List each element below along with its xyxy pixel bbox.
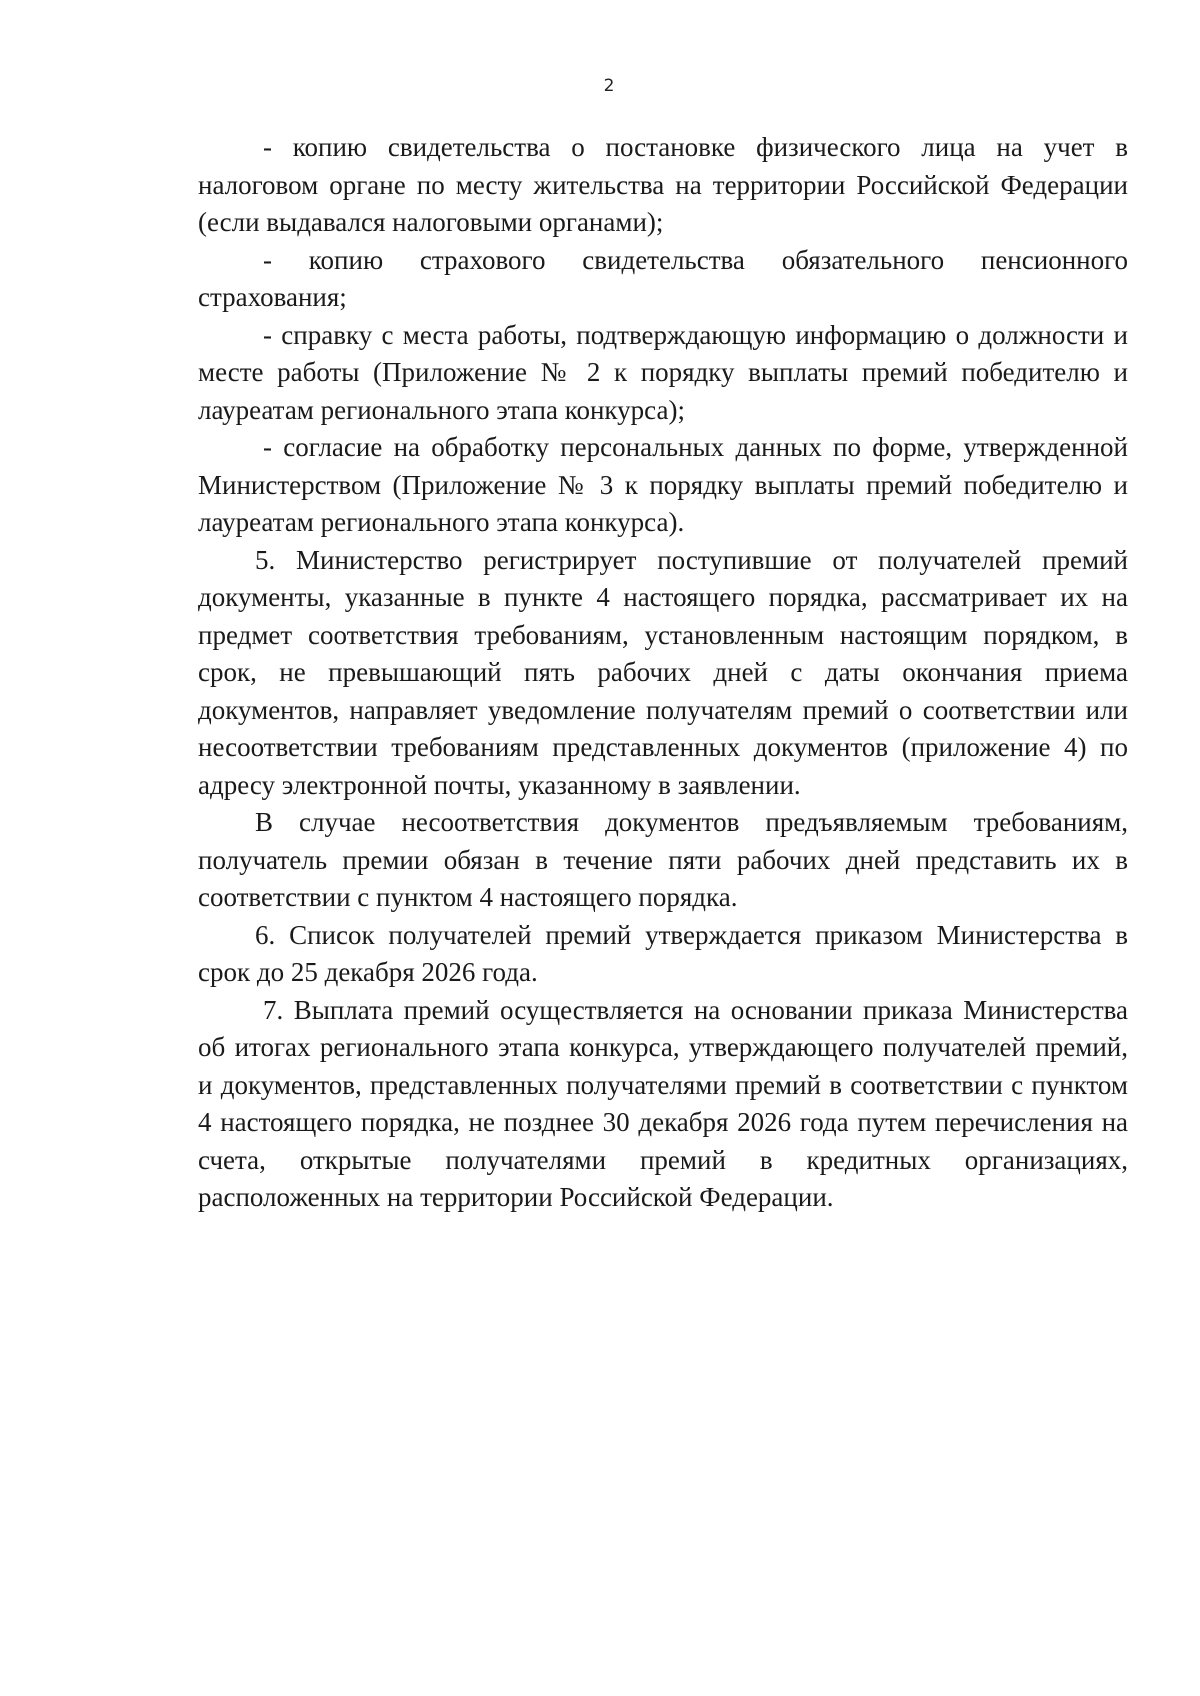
paragraph-item-6: 6. Список получателей премий утверждается приказом Министерства в срок до 25 декабря 2026 года. (198, 919, 1128, 987)
paragraph-tax-certificate: - копию свидетельства о постановке физического лица на учет в налоговом органе по месту жительства на территории Российской Федерации (если выдавался налоговыми органами); (198, 132, 1128, 237)
paragraph-item-7: 7. Выплата премий осуществляется на основании приказа Министерства об итогах регионального этапа конкурса, утверждающего получателей премий, и документов, представленных получателями премий в соответствии с пунктом 4 настоящего порядка, не позднее 30 декабря 2026 года путем перечисления на счета, открытые получателями премий в кредитных организациях, расположенных на территории Российской Федерации. (198, 994, 1128, 1212)
paragraph-nonconformity: В случае несоответствия документов предъявляемым требованиям, получатель премии обязан в течение пяти рабочих дней представить их в соответствии с пунктом 4 настоящего порядка. (198, 807, 1128, 912)
page-number: 2 (603, 76, 615, 96)
paragraph-item-5: 5. Министерство регистрирует поступившие от получателей премий документы, указанные в пункте 4 настоящего порядка, рассматривает их на предмет соответствия требованиям, установленным настоящим порядком, в срок, не превышающий пять рабочих дней с даты окончания приема документов, направляет уведомление получателям премий о соответствии или несоответствии требованиям представленных документов (приложение 4) по адресу электронной почты, указанному в заявлении. (198, 544, 1128, 800)
paragraph-work-reference: - справку с места работы, подтверждающую информацию о должности и месте работы (Приложение № 2 к порядку выплаты премий победителю и лауреатам регионального этапа конкурса); (198, 319, 1128, 425)
document-body (198, 129, 1128, 1217)
paragraph-pension-certificate: - копию страхового свидетельства обязательного пенсионного страхования; (198, 244, 1128, 312)
paragraph-personal-data-consent: - согласие на обработку персональных данных по форме, утвержденной Министерством (Приложение № 3 к порядку выплаты премий победителю и лауреатам регионального этапа конкурса). (198, 432, 1128, 537)
